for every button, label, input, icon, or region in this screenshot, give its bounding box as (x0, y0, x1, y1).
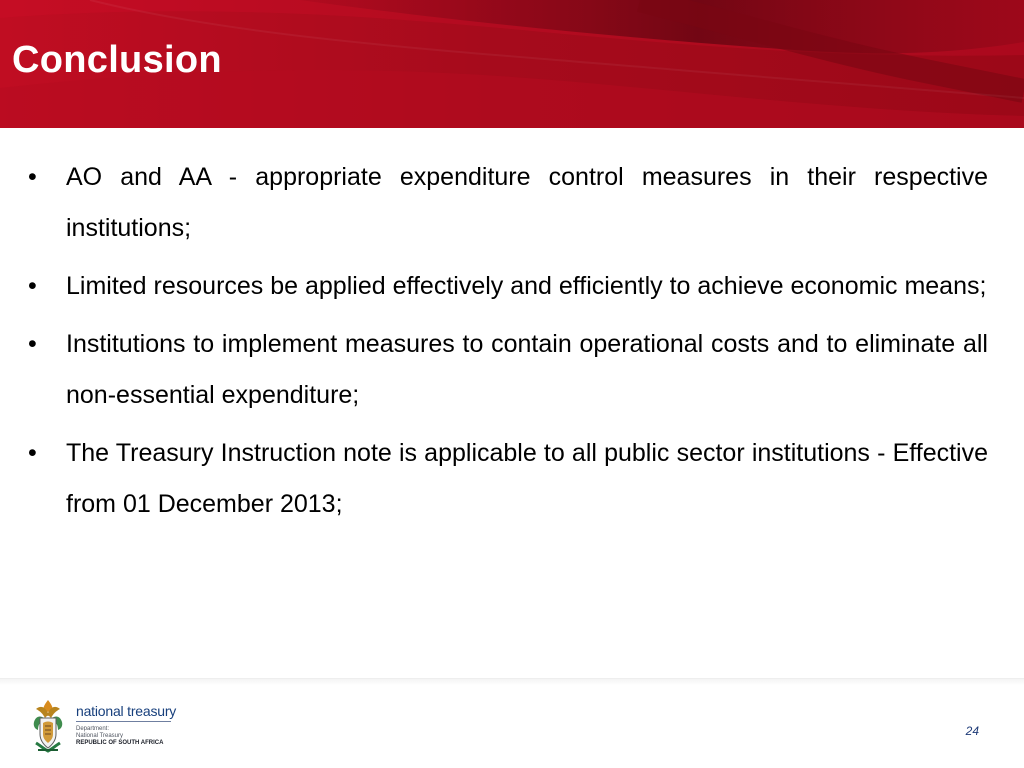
brand-divider (76, 721, 171, 722)
slide-page-number: 24 (965, 724, 979, 738)
bullet-text: Limited resources be applied effectively and efficiently to achieve economic means; (66, 272, 987, 300)
bullet-text: AO and AA - appropriate expenditure control measures in their respective institutions; (66, 163, 988, 242)
conclusion-bullet-list (28, 152, 988, 530)
conclusion-bullet-item (28, 152, 988, 254)
department-name: National Treasury (76, 733, 124, 739)
conclusion-bullet-item (28, 319, 988, 421)
country-name: REPUBLIC OF SOUTH AFRICA (76, 740, 164, 746)
national-treasury-brand-name: national treasury (76, 703, 177, 719)
slide-title: Conclusion (12, 39, 222, 81)
conclusion-bullet-item (28, 428, 988, 530)
bullet-marker: • (28, 272, 37, 300)
bullet-marker: • (28, 330, 37, 358)
department-label: Department: (76, 726, 110, 732)
bullet-marker: • (28, 439, 37, 467)
slide-content (28, 152, 988, 537)
footer-divider (0, 678, 1024, 685)
bullet-text: The Treasury Instruction note is applicable to all public sector institutions - Effective from 01 December 2013; (66, 439, 988, 518)
title-banner (0, 0, 1024, 128)
south-african-coat-of-arms-icon (28, 698, 68, 754)
conclusion-bullet-item (28, 261, 988, 312)
bullet-text: Institutions to implement measures to contain operational costs and to eliminate all non-essential expenditure; (66, 330, 988, 409)
national-treasury-footer-logo (28, 698, 248, 754)
bullet-marker: • (28, 163, 37, 191)
